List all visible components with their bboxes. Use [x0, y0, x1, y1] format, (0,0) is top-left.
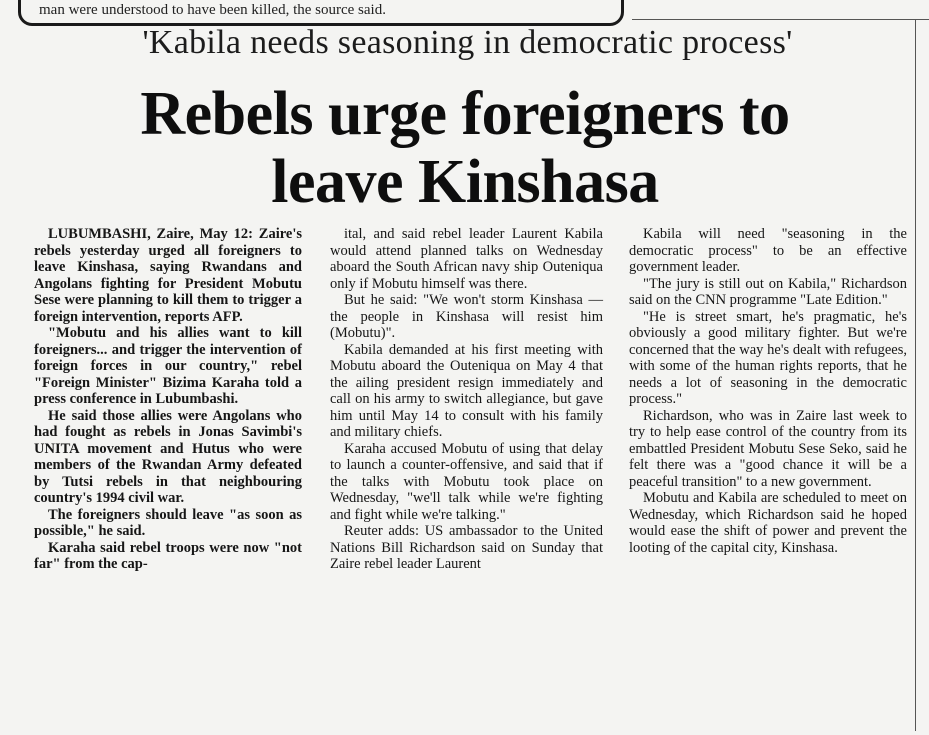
article-column-2	[330, 226, 603, 573]
paragraph: Karaha said rebel troops were now "not far" from the cap-	[34, 539, 302, 572]
article-column-1	[34, 226, 302, 573]
paragraph: "Mobutu and his allies want to kill foreigners... and trigger the intervention of foreign forces in our country," rebel "Foreign Minister" Bizima Karaha told a press conference in Lubumbashi.	[34, 325, 302, 407]
paragraph: He said those allies were Angolans who had fought as rebels in Jonas Savimbi's UNITA movement and Hutus who were members of the Rwandan Army defeated by Tutsi rebels in that neighbouring country's 1994 civil war.	[34, 407, 302, 506]
kicker-headline: 'Kabila needs seasoning in democratic process'	[142, 24, 793, 61]
article-column-3	[629, 226, 907, 556]
paragraph: The foreigners should leave "as soon as possible," he said.	[34, 506, 302, 539]
paragraph: "The jury is still out on Kabila," Richardson said on the CNN programme "Late Edition."	[629, 275, 907, 308]
previous-story-box	[18, 0, 624, 26]
paragraph: Kabila will need "seasoning in the democratic process" to be an effective government leader.	[629, 226, 907, 275]
previous-story-tail: man were understood to have been killed, the source said.	[39, 2, 386, 18]
headline-line-1: Rebels urge foreigners to	[140, 80, 790, 148]
paragraph: LUBUMBASHI, Zaire, May 12: Zaire's rebels yesterday urged all foreigners to leave Kinshasa, saying Rwandans and Angolans fighting for President Mobutu Sese were planning to kill them to trigger a foreign intervention, reports AFP.	[34, 226, 302, 325]
paragraph: Karaha accused Mobutu of using that delay to launch a counter-offensive, and said that if the talks with Mobutu took place on Wednesday, "we'll talk while we're fighting and fight while we're talking."	[330, 440, 603, 523]
main-headline	[10, 80, 920, 216]
paragraph: Mobutu and Kabila are scheduled to meet on Wednesday, which Richardson said he hoped would ease the shift of power and prevent the looting of the capital city, Kinshasa.	[629, 490, 907, 556]
paragraph: ital, and said rebel leader Laurent Kabila would attend planned talks on Wednesday aboard the South African navy ship Outeniqua only if Mobutu himself was there.	[330, 226, 603, 292]
paragraph: Richardson, who was in Zaire last week to try to help ease control of the country from its embattled President Mobutu Sese Seko, said he felt there was a "good chance it will be a peaceful transition" to a new government.	[629, 407, 907, 490]
paragraph: "He is street smart, he's pragmatic, he's obviously a good military fighter. But we're concerned that the way he's dealt with refugees, with some of the human rights reports, that he needs a lot of seasoning in the democratic process."	[629, 308, 907, 407]
headline-line-2: leave Kinshasa	[271, 148, 659, 216]
paragraph: Reuter adds: US ambassador to the United Nations Bill Richardson said on Sunday that Zaire rebel leader Laurent	[330, 523, 603, 572]
column-rule-top	[632, 19, 929, 20]
paragraph: But he said: "We won't storm Kinshasa — the people in Kinshasa will resist him (Mobutu)".	[330, 292, 603, 341]
paragraph: Kabila demanded at his first meeting with Mobutu aboard the Outeniqua on May 4 that the ailing president resign immediately and call on his army to switch allegiance, but gave him until May 14 to consult with his family and military chiefs.	[330, 341, 603, 440]
